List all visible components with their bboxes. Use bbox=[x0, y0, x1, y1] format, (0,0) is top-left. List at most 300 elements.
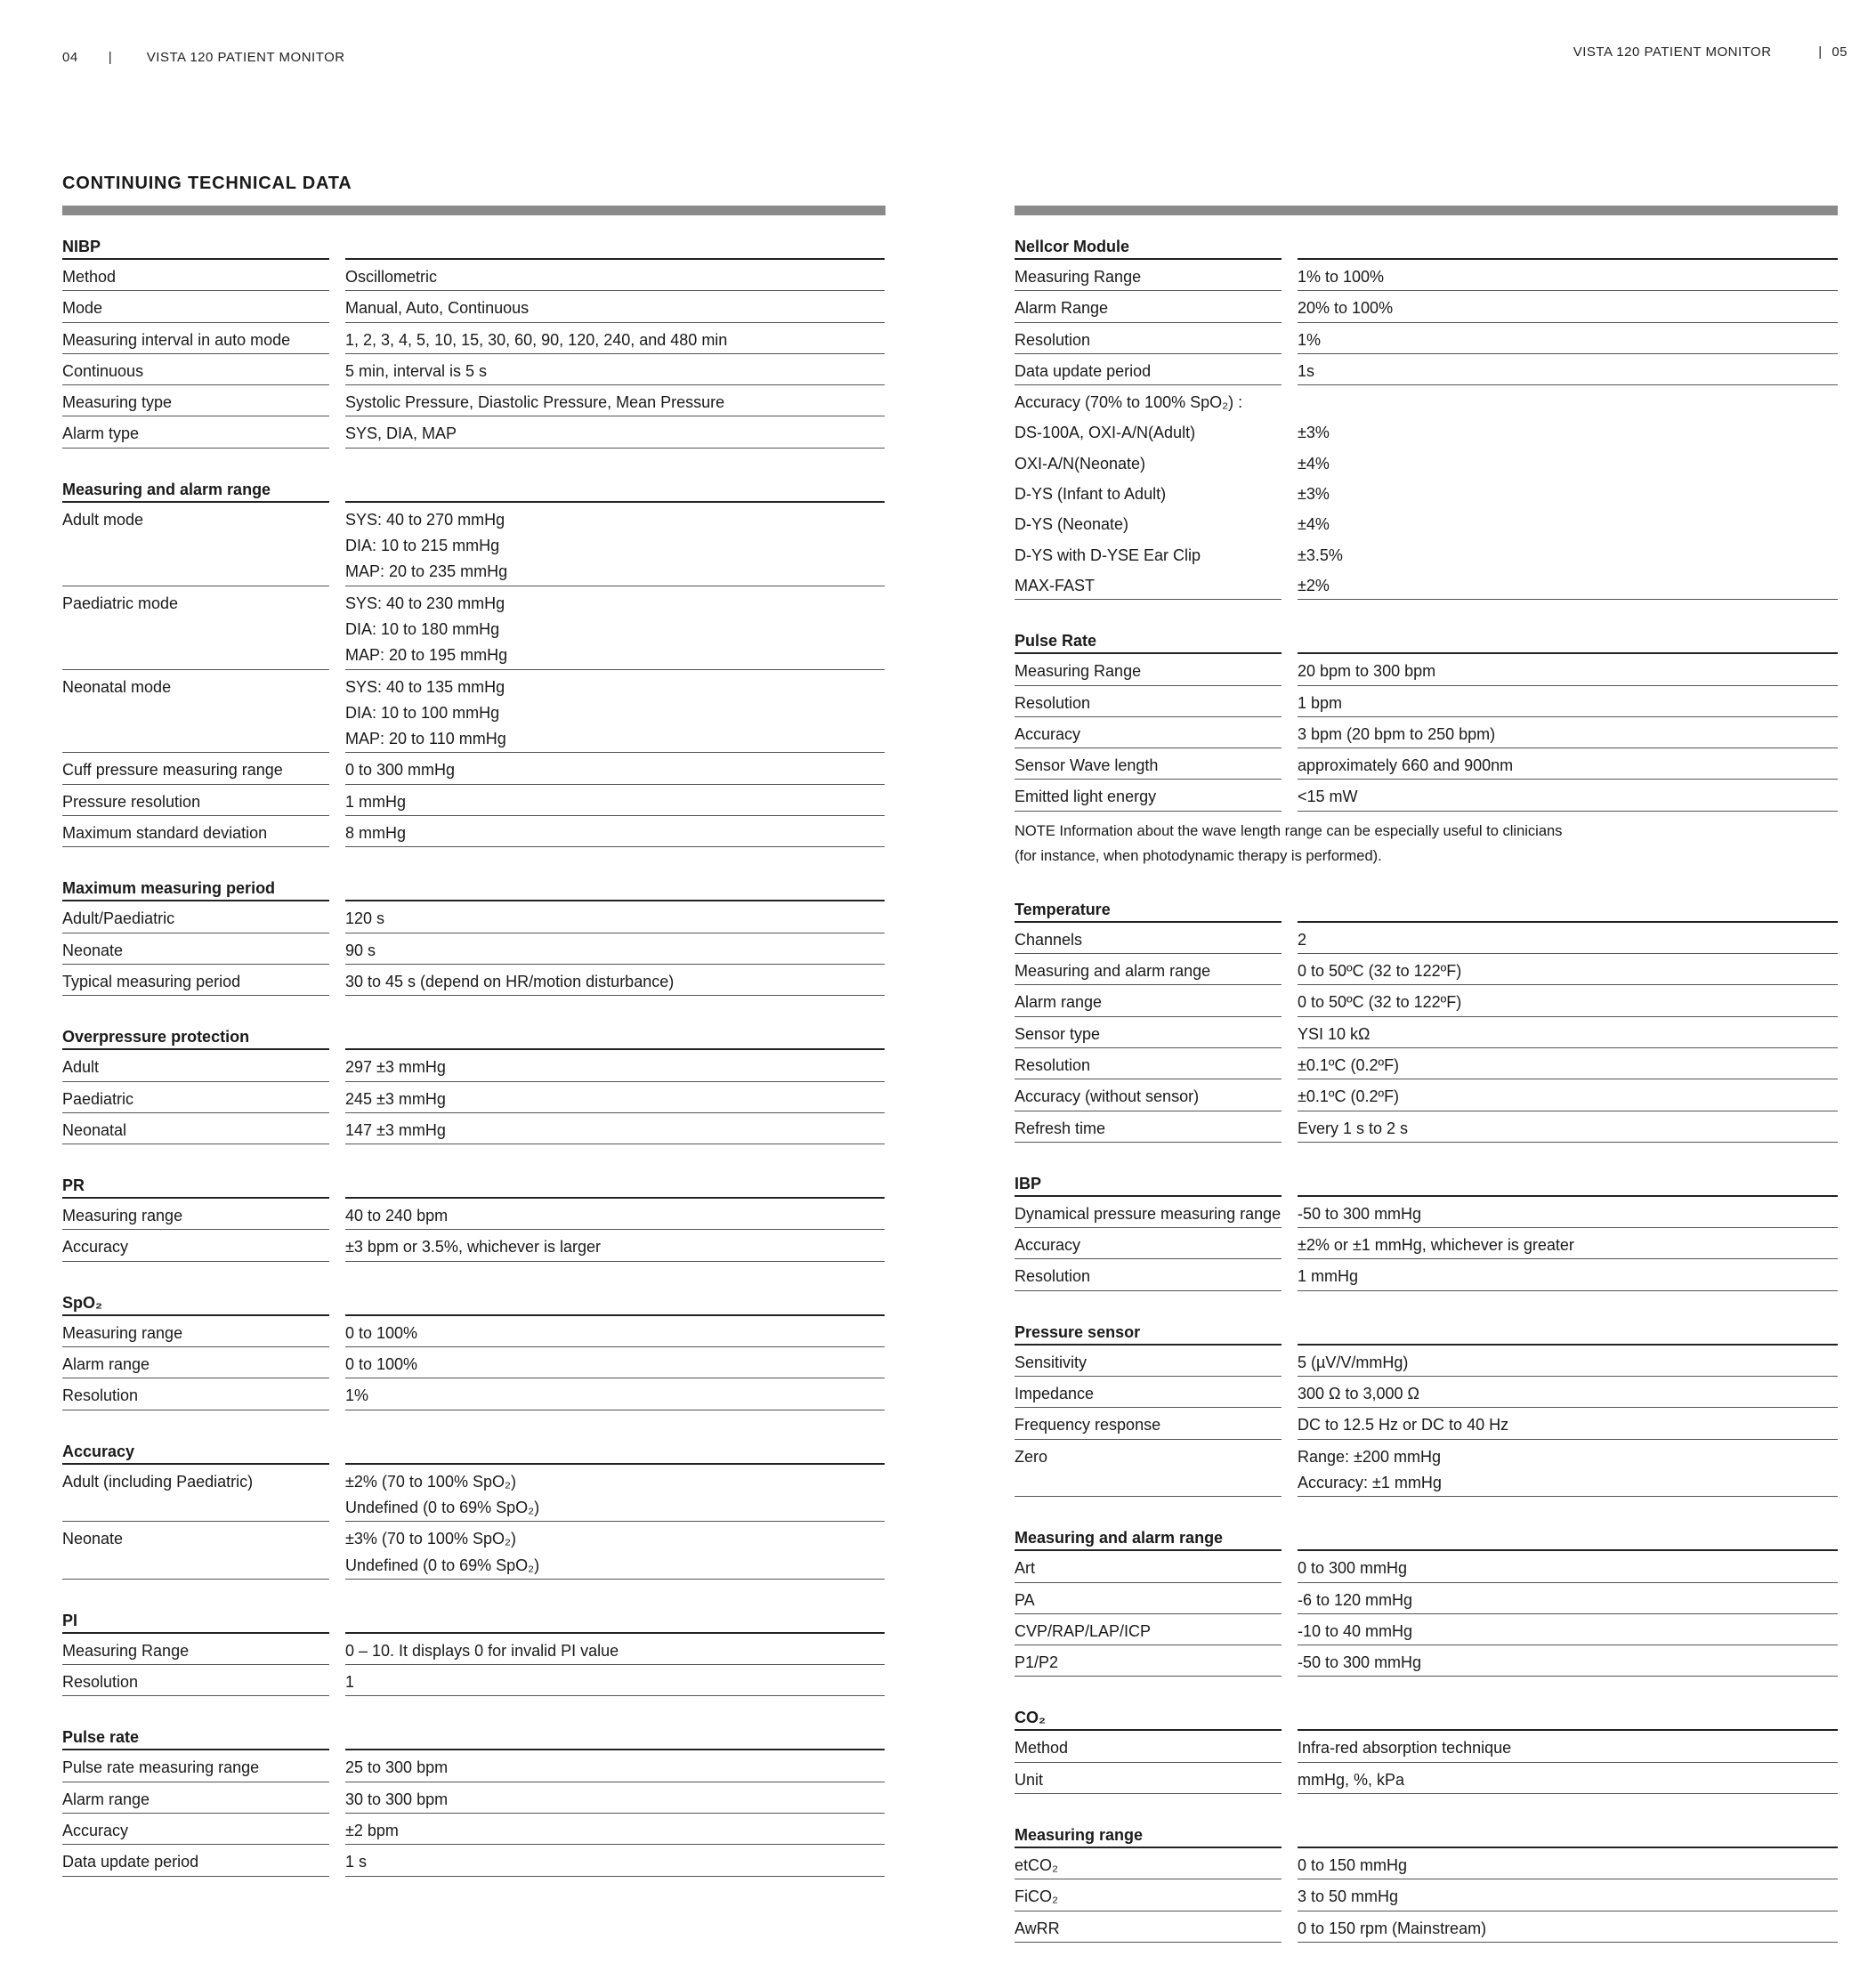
section-title: Measuring and alarm range bbox=[62, 478, 329, 503]
spec-value bbox=[345, 965, 885, 996]
spec-row bbox=[62, 1230, 885, 1261]
section-title: Measuring range bbox=[1015, 1823, 1282, 1848]
section-note bbox=[1015, 812, 1838, 869]
spec-value bbox=[345, 1845, 885, 1876]
spec-value-line: Oscillometric bbox=[345, 268, 438, 286]
section-header bbox=[62, 1025, 885, 1050]
spec-value-line: 300 Ω to 3,000 Ω bbox=[1298, 1385, 1420, 1403]
spec-row bbox=[1015, 1911, 1838, 1943]
spec-row bbox=[1015, 1848, 1838, 1879]
spec-section bbox=[1015, 1706, 1838, 1794]
spec-row bbox=[1015, 416, 1838, 446]
spec-section bbox=[62, 1174, 885, 1262]
spec-row bbox=[1015, 1197, 1838, 1228]
spec-label: Dynamical pressure measuring range bbox=[1015, 1197, 1282, 1228]
section-header bbox=[1015, 1172, 1838, 1197]
spec-label: OXI-A/N(Neonate) bbox=[1015, 454, 1146, 473]
spec-value-line: 90 s bbox=[345, 941, 376, 959]
spec-label: Data update period bbox=[1015, 354, 1282, 385]
section-header bbox=[1015, 235, 1838, 260]
spec-value bbox=[1298, 1879, 1838, 1911]
spec-value bbox=[1298, 1408, 1838, 1439]
spec-value-line: ±4% bbox=[1298, 515, 1330, 534]
spec-row bbox=[1015, 1228, 1838, 1259]
spec-value-line: 147 ±3 mmHg bbox=[345, 1120, 446, 1139]
spec-row bbox=[62, 354, 885, 385]
spec-label: Frequency response bbox=[1015, 1408, 1282, 1439]
spec-row bbox=[1015, 1079, 1838, 1111]
right-running-title: VISTA 120 PATIENT MONITOR bbox=[1573, 44, 1772, 60]
note-line: NOTE Information about the wave length range can be especially useful to clinicians bbox=[1015, 822, 1563, 839]
spec-section bbox=[1015, 1172, 1838, 1291]
spec-value-line: 30 to 45 s (depend on HR/motion disturbance) bbox=[345, 972, 675, 990]
spec-row bbox=[1015, 1111, 1838, 1143]
right-page-separator: | bbox=[1818, 44, 1823, 60]
section-title: IBP bbox=[1015, 1172, 1282, 1197]
spec-row bbox=[62, 785, 885, 816]
spec-row bbox=[1015, 538, 1838, 569]
spec-section bbox=[1015, 898, 1838, 1143]
spec-section bbox=[1015, 235, 1838, 600]
spec-section bbox=[62, 1609, 885, 1697]
spec-value-line: ±2% bbox=[1298, 576, 1330, 594]
spec-value-line: MAP: 20 to 235 mmHg bbox=[345, 562, 508, 581]
spec-value-line: Systolic Pressure, Diastolic Pressure, Mean Pressure bbox=[345, 393, 725, 412]
spec-label: Resolution bbox=[62, 1665, 329, 1696]
spec-value-line: ±3 bpm or 3.5%, whichever is larger bbox=[345, 1238, 601, 1257]
spec-label: Adult/Paediatric bbox=[62, 901, 329, 933]
spec-value bbox=[1298, 780, 1838, 811]
section-rule bbox=[345, 1726, 885, 1750]
spec-value bbox=[345, 1522, 885, 1580]
spec-row bbox=[1015, 507, 1838, 537]
spec-value-line: 1 mmHg bbox=[1298, 1267, 1359, 1286]
spec-row bbox=[62, 1082, 885, 1113]
spec-label: Adult bbox=[62, 1050, 329, 1081]
spec-label: Resolution bbox=[1015, 1259, 1282, 1290]
spec-row bbox=[1015, 1440, 1838, 1498]
spec-value-line: ±2 bpm bbox=[345, 1821, 399, 1839]
left-column bbox=[62, 235, 885, 1906]
spec-row bbox=[1015, 1879, 1838, 1911]
spec-value-line: ±2% or ±1 mmHg, whichever is greater bbox=[1298, 1236, 1574, 1255]
spec-value bbox=[1298, 1017, 1838, 1048]
spec-row bbox=[62, 1634, 885, 1665]
spec-value-line: 30 to 300 bpm bbox=[345, 1790, 449, 1808]
section-title: Pulse Rate bbox=[1015, 629, 1282, 654]
spec-label: D-YS (Infant to Adult) bbox=[1015, 485, 1167, 504]
spec-row bbox=[1015, 354, 1838, 385]
spec-value bbox=[345, 1378, 885, 1410]
section-rule bbox=[1298, 1172, 1838, 1197]
spec-value-line: -50 to 300 mmHg bbox=[1298, 1653, 1422, 1672]
spec-value-line: 0 to 100% bbox=[345, 1323, 418, 1342]
spec-row bbox=[62, 1750, 885, 1782]
spec-label: Channels bbox=[1015, 923, 1282, 954]
spec-value bbox=[1298, 260, 1838, 291]
spec-row bbox=[62, 416, 885, 448]
section-rule bbox=[345, 235, 885, 260]
spec-value bbox=[1298, 1346, 1838, 1377]
spec-value-line: 0 to 150 rpm (Mainstream) bbox=[1298, 1919, 1487, 1937]
spec-label: Sensor Wave length bbox=[1015, 748, 1282, 780]
spec-row bbox=[62, 1845, 885, 1876]
spec-row bbox=[62, 385, 885, 416]
spec-value-line: Infra-red absorption technique bbox=[1298, 1739, 1512, 1758]
spec-value bbox=[345, 354, 885, 385]
spec-row bbox=[1015, 569, 1838, 600]
spec-row bbox=[62, 260, 885, 291]
spec-label: D-YS with D-YSE Ear Clip bbox=[1015, 546, 1201, 564]
spec-label: Measuring range bbox=[62, 1199, 329, 1230]
section-title: Temperature bbox=[1015, 898, 1282, 923]
spec-value-line: approximately 660 and 900nm bbox=[1298, 756, 1514, 775]
spec-label: Adult mode bbox=[62, 503, 329, 586]
spec-row bbox=[1015, 654, 1838, 685]
spec-row bbox=[1015, 291, 1838, 322]
spec-value bbox=[345, 1634, 885, 1665]
spec-row bbox=[1015, 686, 1838, 717]
spec-row bbox=[62, 1665, 885, 1696]
spec-value-line: SYS, DIA, MAP bbox=[345, 424, 457, 443]
spec-value bbox=[1298, 385, 1838, 416]
spec-value bbox=[1298, 1079, 1838, 1111]
section-header bbox=[62, 1609, 885, 1634]
spec-value bbox=[1298, 954, 1838, 985]
spec-section bbox=[62, 1291, 885, 1410]
section-header bbox=[62, 1726, 885, 1750]
right-page-header bbox=[1573, 44, 1848, 60]
spec-value-line: 20% to 100% bbox=[1298, 299, 1394, 318]
section-title: NIBP bbox=[62, 235, 329, 260]
section-title: PI bbox=[62, 1609, 329, 1634]
section-title: PR bbox=[62, 1174, 329, 1199]
spec-label: Adult (including Paediatric) bbox=[62, 1465, 329, 1523]
section-title: Maximum measuring period bbox=[62, 877, 329, 901]
spec-value-line: 0 to 150 mmHg bbox=[1298, 1855, 1408, 1874]
spec-value-line bbox=[1298, 390, 1838, 416]
spec-row bbox=[62, 1199, 885, 1230]
spec-row bbox=[62, 1782, 885, 1814]
spec-value-line: 0 to 50ºC (32 to 122ºF) bbox=[1298, 962, 1462, 981]
spec-value-line: -10 to 40 mmHg bbox=[1298, 1621, 1413, 1640]
spec-value bbox=[345, 816, 885, 847]
spec-row bbox=[62, 503, 885, 586]
spec-value-line: 245 ±3 mmHg bbox=[345, 1089, 446, 1108]
spec-label: MAX-FAST bbox=[1015, 569, 1282, 600]
spec-value-line: ±3% bbox=[1298, 485, 1330, 504]
section-rule bbox=[345, 1609, 885, 1634]
spec-value-line: -50 to 300 mmHg bbox=[1298, 1204, 1422, 1223]
section-rule bbox=[345, 1025, 885, 1050]
document-title: CONTINUING TECHNICAL DATA bbox=[62, 174, 352, 193]
spec-value bbox=[1298, 654, 1838, 685]
spec-label: Alarm type bbox=[62, 416, 329, 448]
spec-section bbox=[62, 1440, 885, 1580]
section-title: Overpressure protection bbox=[62, 1025, 329, 1050]
spec-value bbox=[1298, 1048, 1838, 1079]
spec-value-line: Manual, Auto, Continuous bbox=[345, 299, 530, 318]
spec-row bbox=[62, 1814, 885, 1845]
section-header bbox=[62, 1440, 885, 1465]
right-page-number: 05 bbox=[1832, 44, 1848, 60]
spec-value bbox=[345, 753, 885, 784]
spec-value bbox=[1298, 416, 1838, 446]
left-divider-bar bbox=[62, 206, 885, 215]
section-header bbox=[62, 1291, 885, 1316]
section-header bbox=[62, 478, 885, 503]
spec-value bbox=[1298, 354, 1838, 385]
left-page-header bbox=[62, 50, 345, 65]
spec-value bbox=[345, 785, 885, 816]
spec-section bbox=[1015, 1321, 1838, 1497]
spec-row bbox=[1015, 1259, 1838, 1290]
spec-row bbox=[1015, 1048, 1838, 1079]
spec-value bbox=[1298, 923, 1838, 954]
section-title: Nellcor Module bbox=[1015, 235, 1282, 260]
spec-value-line: Range: ±200 mmHg bbox=[1298, 1447, 1441, 1466]
note-line: (for instance, when photodynamic therapy is performed). bbox=[1015, 847, 1382, 864]
spec-value-line: 1, 2, 3, 4, 5, 10, 15, 30, 60, 90, 120, 240, and 480 min bbox=[345, 330, 728, 349]
spec-row bbox=[1015, 1346, 1838, 1377]
spec-row bbox=[1015, 260, 1838, 291]
section-rule bbox=[1298, 1706, 1838, 1731]
section-rule bbox=[1298, 1823, 1838, 1848]
spec-section bbox=[1015, 1823, 1838, 1943]
spec-value-line: YSI 10 kΩ bbox=[1298, 1024, 1371, 1043]
spec-label: FiCO₂ bbox=[1015, 1879, 1282, 1911]
spec-row bbox=[1015, 323, 1838, 354]
spec-label: Accuracy (without sensor) bbox=[1015, 1079, 1282, 1111]
section-header bbox=[1015, 1526, 1838, 1551]
spec-value bbox=[345, 1750, 885, 1782]
spec-value-line: <15 mW bbox=[1298, 788, 1358, 806]
spec-label: Measuring and alarm range bbox=[1015, 954, 1282, 985]
spec-section bbox=[62, 235, 885, 449]
spec-label: Pulse rate measuring range bbox=[62, 1750, 329, 1782]
spec-label: Resolution bbox=[1015, 686, 1282, 717]
spec-value bbox=[1298, 1259, 1838, 1290]
spec-label: Neonate bbox=[62, 933, 329, 965]
section-title: Pressure sensor bbox=[1015, 1321, 1282, 1346]
spec-value bbox=[1298, 1911, 1838, 1943]
spec-label: Measuring Range bbox=[1015, 260, 1282, 291]
spec-value-line: 1% bbox=[345, 1386, 369, 1405]
spec-label: Sensor type bbox=[1015, 1017, 1282, 1048]
spec-label: Paediatric mode bbox=[62, 586, 329, 670]
spec-value-line: ±0.1ºC (0.2ºF) bbox=[1298, 1055, 1400, 1074]
spec-value bbox=[345, 260, 885, 291]
spec-label: Sensitivity bbox=[1015, 1346, 1282, 1377]
spec-row bbox=[62, 1316, 885, 1347]
spec-row bbox=[1015, 1377, 1838, 1408]
spec-value-line: 0 to 50ºC (32 to 122ºF) bbox=[1298, 993, 1462, 1012]
spec-value bbox=[345, 933, 885, 965]
spec-section bbox=[62, 1726, 885, 1876]
spec-value-line: 20 bpm to 300 bpm bbox=[1298, 662, 1436, 681]
spec-row bbox=[62, 323, 885, 354]
section-rule bbox=[1298, 629, 1838, 654]
section-header bbox=[1015, 1321, 1838, 1346]
spec-label: Measuring range bbox=[62, 1316, 329, 1347]
spec-value bbox=[1298, 507, 1838, 537]
spec-value bbox=[345, 1814, 885, 1845]
section-rule bbox=[1298, 235, 1838, 260]
spec-label: DS-100A, OXI-A/N(Adult) bbox=[1015, 424, 1196, 442]
right-column bbox=[1015, 235, 1838, 1972]
spec-label: Resolution bbox=[62, 1378, 329, 1410]
spec-section bbox=[62, 877, 885, 996]
right-divider-bar bbox=[1015, 206, 1838, 215]
spec-label: Neonatal bbox=[62, 1113, 329, 1144]
section-header bbox=[1015, 1823, 1838, 1848]
spec-value-line: -6 to 120 mmHg bbox=[1298, 1590, 1413, 1609]
spec-value-line: 2 bbox=[1298, 930, 1307, 949]
spec-value bbox=[345, 1113, 885, 1144]
spec-value bbox=[1298, 447, 1838, 477]
spec-value-line: 5 min, interval is 5 s bbox=[345, 361, 488, 380]
spec-value-line: 5 (µV/V/mmHg) bbox=[1298, 1353, 1409, 1371]
spec-value-line: 0 to 100% bbox=[345, 1355, 418, 1374]
section-rule bbox=[1298, 898, 1838, 923]
spec-value-line: 0 to 300 mmHg bbox=[345, 761, 456, 780]
spec-row bbox=[62, 1378, 885, 1410]
spec-value bbox=[1298, 323, 1838, 354]
spec-value-line: 40 to 240 bpm bbox=[345, 1207, 449, 1225]
spec-row bbox=[1015, 477, 1838, 507]
spec-section bbox=[62, 478, 885, 848]
spec-value bbox=[1298, 748, 1838, 780]
spec-value bbox=[1298, 1551, 1838, 1582]
spec-row bbox=[1015, 954, 1838, 985]
spec-value bbox=[345, 1050, 885, 1081]
spec-label: CVP/RAP/LAP/ICP bbox=[1015, 1614, 1282, 1645]
section-rule bbox=[1298, 1321, 1838, 1346]
spec-label: Measuring interval in auto mode bbox=[62, 323, 329, 354]
spec-row bbox=[1015, 1017, 1838, 1048]
spec-label: Alarm range bbox=[62, 1782, 329, 1814]
spec-label: Data update period bbox=[62, 1845, 329, 1876]
spec-label: D-YS (Neonate) bbox=[1015, 515, 1129, 534]
spec-label: Refresh time bbox=[1015, 1111, 1282, 1143]
section-rule bbox=[345, 478, 885, 503]
spec-label: P1/P2 bbox=[1015, 1645, 1282, 1677]
left-page-separator: | bbox=[108, 50, 113, 65]
section-header bbox=[62, 235, 885, 260]
spec-row bbox=[62, 1050, 885, 1081]
spec-value bbox=[1298, 1645, 1838, 1677]
spec-label: Measuring Range bbox=[1015, 654, 1282, 685]
spec-value-line: DIA: 10 to 180 mmHg bbox=[345, 619, 500, 638]
spec-row bbox=[1015, 748, 1838, 780]
spec-row bbox=[62, 933, 885, 965]
spec-value-line: SYS: 40 to 135 mmHg bbox=[345, 677, 505, 696]
spec-label: Neonatal mode bbox=[62, 670, 329, 754]
spec-label: AwRR bbox=[1015, 1911, 1282, 1943]
spec-row bbox=[1015, 447, 1838, 477]
spec-value-line: 1 bbox=[345, 1673, 355, 1692]
spec-value bbox=[345, 385, 885, 416]
spec-row bbox=[62, 670, 885, 754]
spec-label: Accuracy bbox=[1015, 1228, 1282, 1259]
spec-row bbox=[62, 586, 885, 670]
spec-value bbox=[1298, 1228, 1838, 1259]
spec-label: Maximum standard deviation bbox=[62, 816, 329, 847]
spec-value-line: ±3.5% bbox=[1298, 546, 1343, 564]
spec-label: Resolution bbox=[1015, 323, 1282, 354]
spec-section bbox=[62, 1025, 885, 1144]
spec-value bbox=[1298, 1197, 1838, 1228]
spec-label: Zero bbox=[1015, 1440, 1282, 1498]
spec-value-line: DIA: 10 to 100 mmHg bbox=[345, 703, 500, 722]
spec-row bbox=[1015, 923, 1838, 954]
spec-label: Resolution bbox=[1015, 1048, 1282, 1079]
spec-label: Continuous bbox=[62, 354, 329, 385]
left-running-title: VISTA 120 PATIENT MONITOR bbox=[146, 50, 345, 65]
spec-value bbox=[345, 1347, 885, 1378]
spec-label: Emitted light energy bbox=[1015, 780, 1282, 811]
spec-row bbox=[62, 816, 885, 847]
spec-value-line: 25 to 300 bpm bbox=[345, 1758, 449, 1777]
spec-label: Alarm Range bbox=[1015, 291, 1282, 322]
spec-row bbox=[1015, 1645, 1838, 1677]
spec-value-line: 1 s bbox=[345, 1853, 368, 1871]
section-rule bbox=[345, 1440, 885, 1465]
section-header bbox=[1015, 1706, 1838, 1731]
spec-value bbox=[1298, 985, 1838, 1016]
spec-value-line: MAP: 20 to 110 mmHg bbox=[345, 730, 506, 748]
spec-value bbox=[1298, 291, 1838, 322]
spec-value-line: MAP: 20 to 195 mmHg bbox=[345, 646, 508, 665]
spec-value bbox=[1298, 1763, 1838, 1794]
spec-value bbox=[1298, 686, 1838, 717]
spec-value-line: 3 bpm (20 bpm to 250 bpm) bbox=[1298, 724, 1496, 743]
spec-label: Pressure resolution bbox=[62, 785, 329, 816]
spec-value-line: Undefined (0 to 69% SpO₂) bbox=[345, 1556, 540, 1574]
spec-label: Accuracy bbox=[62, 1230, 329, 1261]
spec-value bbox=[1298, 569, 1838, 600]
spec-value-line: ±3% (70 to 100% SpO₂) bbox=[345, 1530, 516, 1548]
section-title: CO₂ bbox=[1015, 1706, 1282, 1731]
spec-label: Method bbox=[1015, 1731, 1282, 1762]
spec-value bbox=[1298, 717, 1838, 748]
spec-value bbox=[345, 416, 885, 448]
spec-row bbox=[1015, 717, 1838, 748]
spec-value-line: 120 s bbox=[345, 909, 385, 928]
spec-value-line: ±4% bbox=[1298, 454, 1330, 473]
spec-row bbox=[1015, 780, 1838, 811]
spec-label: Alarm range bbox=[62, 1347, 329, 1378]
spec-row bbox=[62, 1465, 885, 1523]
spec-row bbox=[62, 965, 885, 996]
spec-value-line: Undefined (0 to 69% SpO₂) bbox=[345, 1498, 540, 1516]
left-page-number: 04 bbox=[62, 50, 78, 65]
spec-label: Accuracy bbox=[62, 1814, 329, 1845]
spec-value-line: mmHg, %, kPa bbox=[1298, 1770, 1405, 1789]
spec-value bbox=[1298, 538, 1838, 569]
spec-value-line: 297 ±3 mmHg bbox=[345, 1058, 446, 1077]
spec-row bbox=[62, 901, 885, 933]
section-rule bbox=[345, 1174, 885, 1199]
spec-row bbox=[1015, 1551, 1838, 1582]
spec-value bbox=[345, 901, 885, 933]
spec-value bbox=[345, 1082, 885, 1113]
spec-value-line: ±3% bbox=[1298, 424, 1330, 442]
spec-value-line: 1% to 100% bbox=[1298, 268, 1385, 286]
spec-value-line: 1s bbox=[1298, 361, 1315, 380]
spec-value bbox=[345, 586, 885, 670]
spec-label: Method bbox=[62, 260, 329, 291]
